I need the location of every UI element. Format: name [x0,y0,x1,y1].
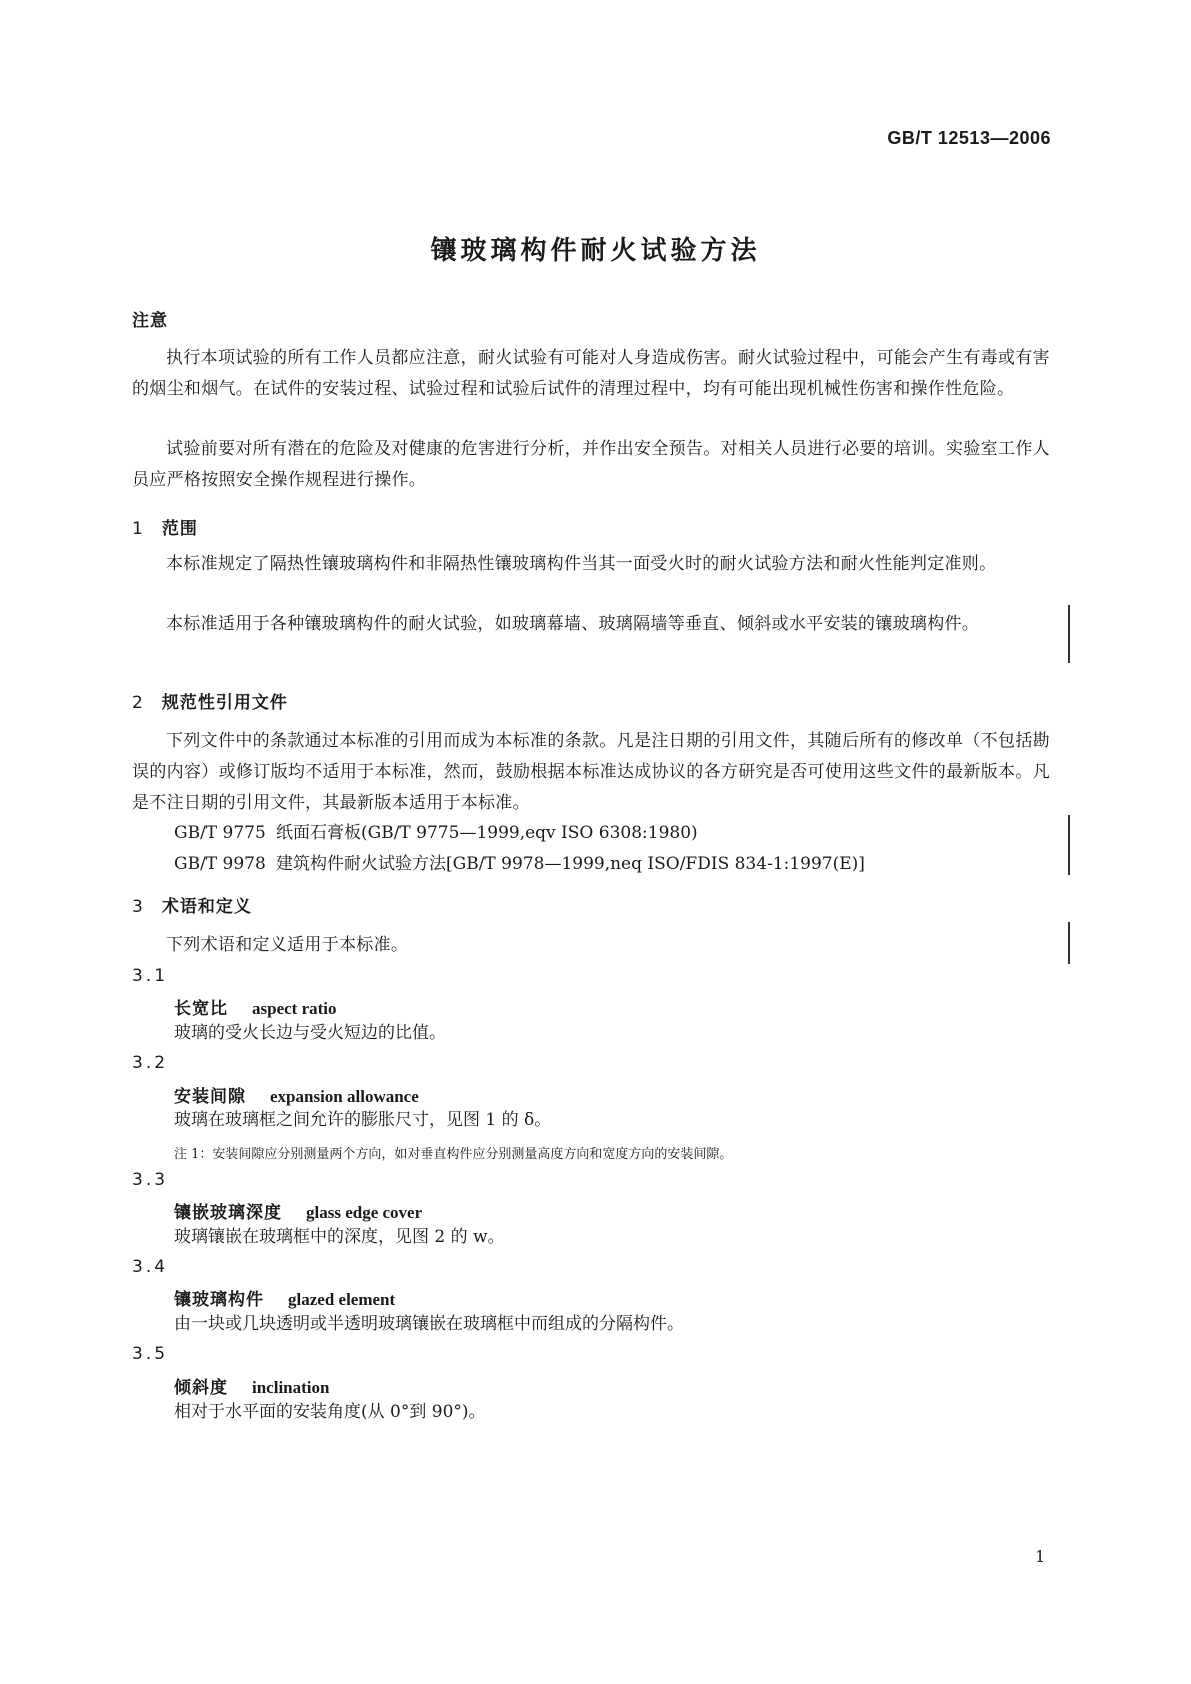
section-1-paragraph-2: 本标准适用于各种镶玻璃构件的耐火试验，如玻璃幕墙、玻璃隔墙等垂直、倾斜或水平安装的镶玻璃构件。 [166,614,980,634]
term-zh: 镶嵌玻璃深度 [174,1203,282,1223]
section-number: 2 [132,693,144,713]
term-en: expansion allowance [270,1087,419,1106]
term-definition: 玻璃镶嵌在玻璃框中的深度，见图 2 的 w。 [174,1227,505,1247]
section-1-paragraph-1: 本标准规定了隔热性镶玻璃构件和非隔热性镶玻璃构件当其一面受火时的耐火试验方法和耐火性能判定准则。 [166,554,997,574]
section-2-intro: 下列文件中的条款通过本标准的引用而成为本标准的条款。凡是注日期的引用文件，其随后所有的修改单（不包括勘误的内容）或修订版均不适用于本标准，然而，鼓励根据本标准达成协议的各方研究是否可使用这些文件的最新版本。凡是不注日期的引用文件，其最新版本适用于本标准。 [132,731,1050,813]
section-3-heading [132,892,252,917]
section-title: 规范性引用文件 [161,693,288,713]
term [174,994,337,1019]
revision-marker [1068,922,1070,964]
reference-item [174,849,865,880]
revision-marker [1068,605,1070,663]
term-en: aspect ratio [252,999,337,1018]
term [174,1198,422,1223]
term [174,1285,395,1310]
term-en: glass edge cover [306,1203,423,1222]
clause-number: 3.5 [132,1344,169,1364]
standard-number: GB/T 12513—2006 [887,128,1051,148]
revision-marker [1068,815,1070,875]
section-2-heading [132,688,288,713]
section-3-intro: 下列术语和定义适用于本标准。 [166,935,409,955]
term [174,1082,419,1107]
document-title: 镶玻璃构件耐火试验方法 [430,236,761,266]
section-title: 范围 [161,519,198,539]
section-number: 1 [132,519,144,539]
clause-number: 3.2 [132,1053,169,1073]
term-zh: 倾斜度 [174,1378,228,1398]
notice-paragraph-2: 试验前要对所有潜在的危险及对健康的危害进行分析，并作出安全预告。对相关人员进行必要的培训。实验室工作人员应严格按照安全操作规程进行操作。 [132,439,1050,490]
term-definition: 相对于水平面的安装角度(从 0°到 90°)。 [174,1402,486,1422]
term-zh: 长宽比 [174,999,228,1019]
term-en: inclination [252,1378,330,1397]
reference-title: 建筑构件耐火试验方法[GB/T 9978—1999,neq ISO/FDIS 834-1:1997(E)] [276,854,865,874]
reference-code: GB/T 9978 [174,854,266,874]
notice-heading: 注意 [132,311,168,331]
clause-number: 3.3 [132,1170,169,1190]
section-title: 术语和定义 [161,897,252,917]
reference-item [174,818,698,849]
page-number: 1 [1035,1547,1046,1566]
reference-title: 纸面石膏板(GB/T 9775—1999,eqv ISO 6308:1980) [276,823,698,843]
reference-code: GB/T 9775 [174,823,266,843]
term-zh: 镶玻璃构件 [174,1290,264,1310]
term-zh: 安装间隙 [174,1087,246,1107]
clause-number: 3.1 [132,966,169,986]
term [174,1373,329,1398]
term-definition: 玻璃在玻璃框之间允许的膨胀尺寸，见图 1 的 δ。 [174,1110,552,1130]
term-en: glazed element [288,1290,396,1309]
term-definition: 由一块或几块透明或半透明玻璃镶嵌在玻璃框中而组成的分隔构件。 [174,1314,684,1334]
term-definition: 玻璃的受火长边与受火短边的比值。 [174,1023,446,1043]
notice-paragraph-1: 执行本项试验的所有工作人员都应注意，耐火试验有可能对人身造成伤害。耐火试验过程中，可能会产生有毒或有害的烟尘和烟气。在试件的安装过程、试验过程和试验后试件的清理过程中，均有可能出现机械性伤害和操作性危险。 [132,348,1050,399]
section-1-heading [132,514,198,539]
section-number: 3 [132,897,144,917]
clause-number: 3.4 [132,1257,169,1277]
term-note: 注 1：安装间隙应分别测量两个方向，如对垂直构件应分别测量高度方向和宽度方向的安装间隙。 [174,1147,733,1162]
